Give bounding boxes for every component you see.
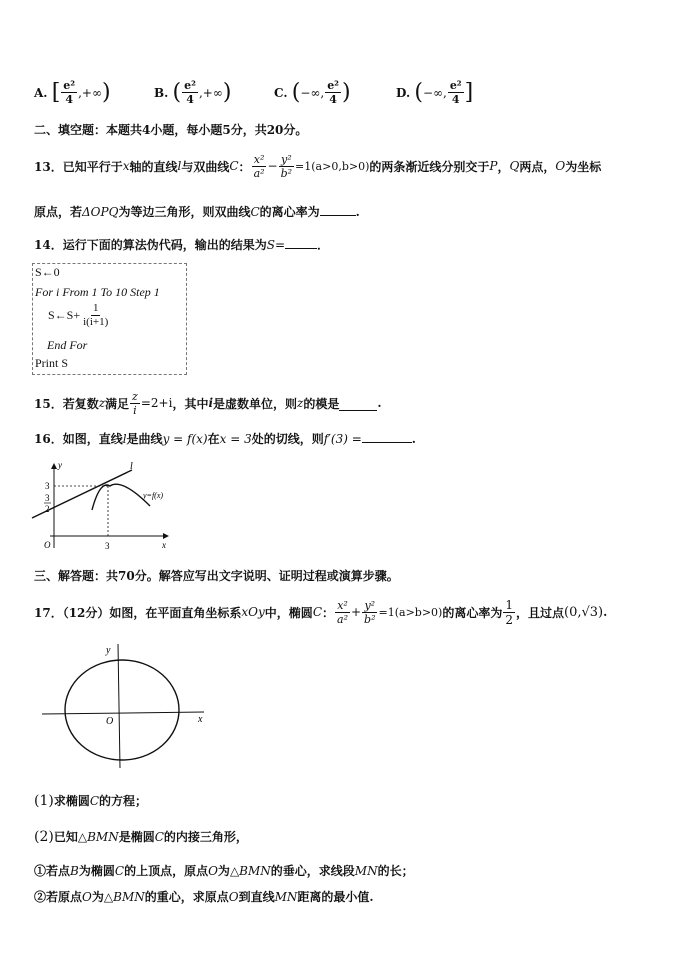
choice-a-right: ,+∞ [78,85,102,100]
q17-label-x: x [198,714,203,725]
sub-text: 的长； [377,864,414,878]
q17-frac-x [335,600,350,625]
sub-text: 若原点 [46,890,83,904]
sub-text: 若点 [46,864,71,878]
q17-sub-2 [34,888,374,905]
choice-a-close: ) [101,79,111,105]
frac-den: 2 [505,612,513,627]
q16-label-x: x [162,540,166,550]
choice-b-right: ,+∞ [198,85,223,100]
q15-text: 的模是 [303,396,340,411]
frac-den: b² [364,612,376,626]
q16-text: 处的切线，则 [251,432,324,446]
frac-den: 4 [329,93,337,106]
frac-den: i(i+1) [83,316,109,328]
q16-tick-x-3: 3 [105,541,110,551]
choice-a-open: [ [51,79,61,105]
choice-b [154,80,231,105]
q13-text: 的离心率为 [259,205,320,219]
frac-den: a² [337,612,348,626]
triangle: △BMN [229,864,271,878]
q15-frac [130,391,140,416]
code-line-4: End For [47,338,88,352]
q14-var-s: S [266,238,275,252]
part-text: 已知 [53,830,78,844]
q13-var-o: O [555,159,566,173]
sub-text: 的上顶点，原点 [124,864,209,878]
frac-num: y² [364,598,376,612]
q15-text: 满足 [105,396,130,411]
sub-text: 距离的最小值. [297,890,374,904]
q13-condition: =1(a>0,b>0) [295,159,370,173]
choice-d-close: ] [464,79,474,105]
q13-text: 为等边三角形，则双曲线 [118,205,251,219]
q13-answer-blank[interactable] [320,205,356,216]
sub-text: 到直线 [238,890,275,904]
frac-den: a² [253,166,265,180]
code-line-2: For i From 1 To 10 Step 1 [35,285,160,299]
frac-num: z [132,389,138,403]
segment-mn: MN [274,890,298,904]
q17-part-2 [34,828,248,845]
q17-ellipse [65,660,179,760]
frac-den: b² [280,166,293,180]
q16-label-origin: O [44,540,51,550]
q13-var-l: l [177,159,182,173]
q16-label-l: l [130,461,133,472]
section-3-heading: 三、解答题：共70分。解答应写出文字说明、证明过程或演算步骤。 [34,569,399,583]
sub-text: 的重心，求原点 [144,890,229,904]
code-line-5: Print S [35,356,69,370]
question-13 [34,150,601,182]
q13-text: 与双曲线 [181,159,230,174]
choice-c-letter: C. [274,85,288,100]
choice-d-left: −∞, [422,85,447,100]
var-c: C [114,864,125,878]
q16-answer-blank[interactable] [362,432,412,443]
frac-num: y² [281,152,292,166]
q17-label-y: y [106,645,111,656]
choice-c-open: ( [291,79,301,105]
q15-text: 是虚数单位，则 [213,396,298,411]
part-label: (1) [34,793,54,809]
sub-mark: ① [34,864,47,878]
q16-end: . [411,432,416,446]
q13-var-c: C [229,159,239,173]
q13-triangle: ΔOPQ [82,205,119,219]
q17-graph [40,640,215,770]
q15-end: . [377,396,382,410]
q13-text: 的两条渐近线分别交于 [369,159,490,174]
q13-colon: ： [238,159,251,174]
q13-text: 13．已知平行于 [34,159,123,174]
q14-eq: = [274,238,285,252]
q17-sub-1 [34,862,414,879]
q15-var-z: z [98,396,106,410]
frac-den: 4 [65,93,74,106]
q15-var-i: i [208,396,214,410]
part-label: (2) [34,829,54,845]
q13-text: 轴的直线 [129,159,178,174]
question-17 [34,595,607,629]
code-assign: S←S+ [48,308,81,322]
sub-mark: ② [34,890,47,904]
q17-plane: xOy [241,605,265,619]
q13-frac-y [279,154,294,179]
segment-mn: MN [354,864,378,878]
frac-num: 1 [505,597,513,612]
choice-d-frac [448,80,464,105]
sub-text: 的垂心，求线段 [270,864,355,878]
frac-num: e² [63,79,76,92]
question-16 [34,430,416,447]
q14-text: 14．运行下面的算法伪代码，输出的结果为 [34,238,267,252]
q17-y-axis [118,644,120,768]
frac-num: 1 [92,302,99,314]
var-b: B [70,864,79,878]
q16-curve [92,484,150,510]
sub-text: 为 [217,864,230,878]
q16-derivative: f′(3) = [323,432,362,446]
q16-point: x = 3 [219,432,252,446]
q14-end: ． [317,238,330,252]
q16-tick-y-3: 3 [45,481,50,491]
question-13-line-2 [34,203,360,220]
choice-b-close: ) [222,79,232,105]
choice-c-frac [325,80,341,105]
choice-c-left: −∞, [300,85,325,100]
var-o: O [208,864,218,878]
q17-text: ，且过点 [516,605,565,620]
var-c: C [154,830,164,844]
q13-text: 原点，若 [34,205,83,219]
q13-text: 为坐标 [565,159,602,174]
frac-den: 4 [186,93,194,106]
section-2-heading: 二、填空题：本题共4小题，每小题5分，共20分。 [34,123,308,137]
choice-d [396,80,473,105]
code-line-1: S←0 [35,265,60,279]
choice-a-frac [61,80,77,105]
q17-frac-y [362,600,377,625]
q13-var-p: P [489,159,498,173]
q13-comma: ， [497,159,510,174]
q13-end: . [355,205,360,219]
choice-a [34,80,111,105]
code-line-3 [48,303,111,328]
choice-b-open: ( [172,79,182,105]
q15-answer-blank[interactable] [339,400,377,411]
question-15 [34,386,382,420]
q16-text: 在 [207,432,220,446]
choice-b-frac [182,80,198,105]
sub-text: 为 [91,890,104,904]
q16-text: 16．如图，直线 [34,432,123,446]
q15-eq: =2+i [140,396,173,410]
q16-label-y: y [58,460,62,470]
q17-label-origin: O [106,716,114,727]
var-o: O [82,890,92,904]
frac-num: e² [327,79,340,92]
q16-tick-y-num: 3 [45,493,50,503]
q13-text: 两点， [519,159,556,174]
frac-num: x² [253,152,265,166]
triangle: △BMN [103,890,145,904]
q17-plus: + [350,605,362,619]
choice-c [274,80,351,105]
q16-tick-y-den: 2 [45,504,50,514]
q13-var-x: x [122,159,130,173]
part-text: 求椭圆 [53,794,90,808]
q17-colon: ： [322,605,335,620]
frac-den: i [133,403,137,417]
code-frac [81,303,110,328]
choice-c-close: ) [342,79,351,105]
q13-var-c: C [250,205,260,219]
frac-num: e² [449,79,462,92]
q15-text: ，其中 [172,396,209,411]
q16-label-curve: y=f(x) [143,491,164,500]
frac-num: e² [184,79,196,92]
choice-b-letter: B. [154,85,169,100]
q17-eccentricity [503,599,515,626]
part-text: 的方程； [99,794,148,808]
sub-text: 为椭圆 [78,864,115,878]
q16-var-l: l [122,432,127,446]
q16-graph [30,458,175,558]
var-o: O [228,890,239,904]
triangle: △BMN [77,830,119,844]
q17-part-1 [34,792,147,809]
q15-var-z: z [297,396,304,410]
q17-end: . [603,605,608,619]
var-c: C [89,794,100,808]
q16-function: y = f(x) [162,432,208,446]
q13-frac-x [252,154,267,179]
q14-answer-blank[interactable] [285,238,317,249]
q17-text: 的离心率为 [442,605,503,620]
q16-text: 是曲线 [126,432,163,446]
choice-d-open: ( [414,79,423,105]
q17-point: (0,√3) [564,604,604,620]
choice-d-letter: D. [396,85,411,100]
question-14 [34,236,329,253]
choice-a-letter: A. [34,85,48,100]
q17-text: 17．（12分）如图，在平面直角坐标系 [34,605,242,620]
frac-num: x² [337,598,348,612]
q17-var-c: C [312,605,322,619]
q13-minus: − [267,159,278,173]
q17-text: 中，椭圆 [264,605,313,620]
q13-var-q: Q [509,159,520,173]
frac-den: 4 [451,93,460,106]
q17-x-axis [42,712,204,714]
part-text: 的内接三角形， [163,830,248,844]
q15-text: 15．若复数 [34,396,99,411]
q17-condition: =1(a>b>0) [378,605,443,619]
part-text: 是椭圆 [118,830,155,844]
